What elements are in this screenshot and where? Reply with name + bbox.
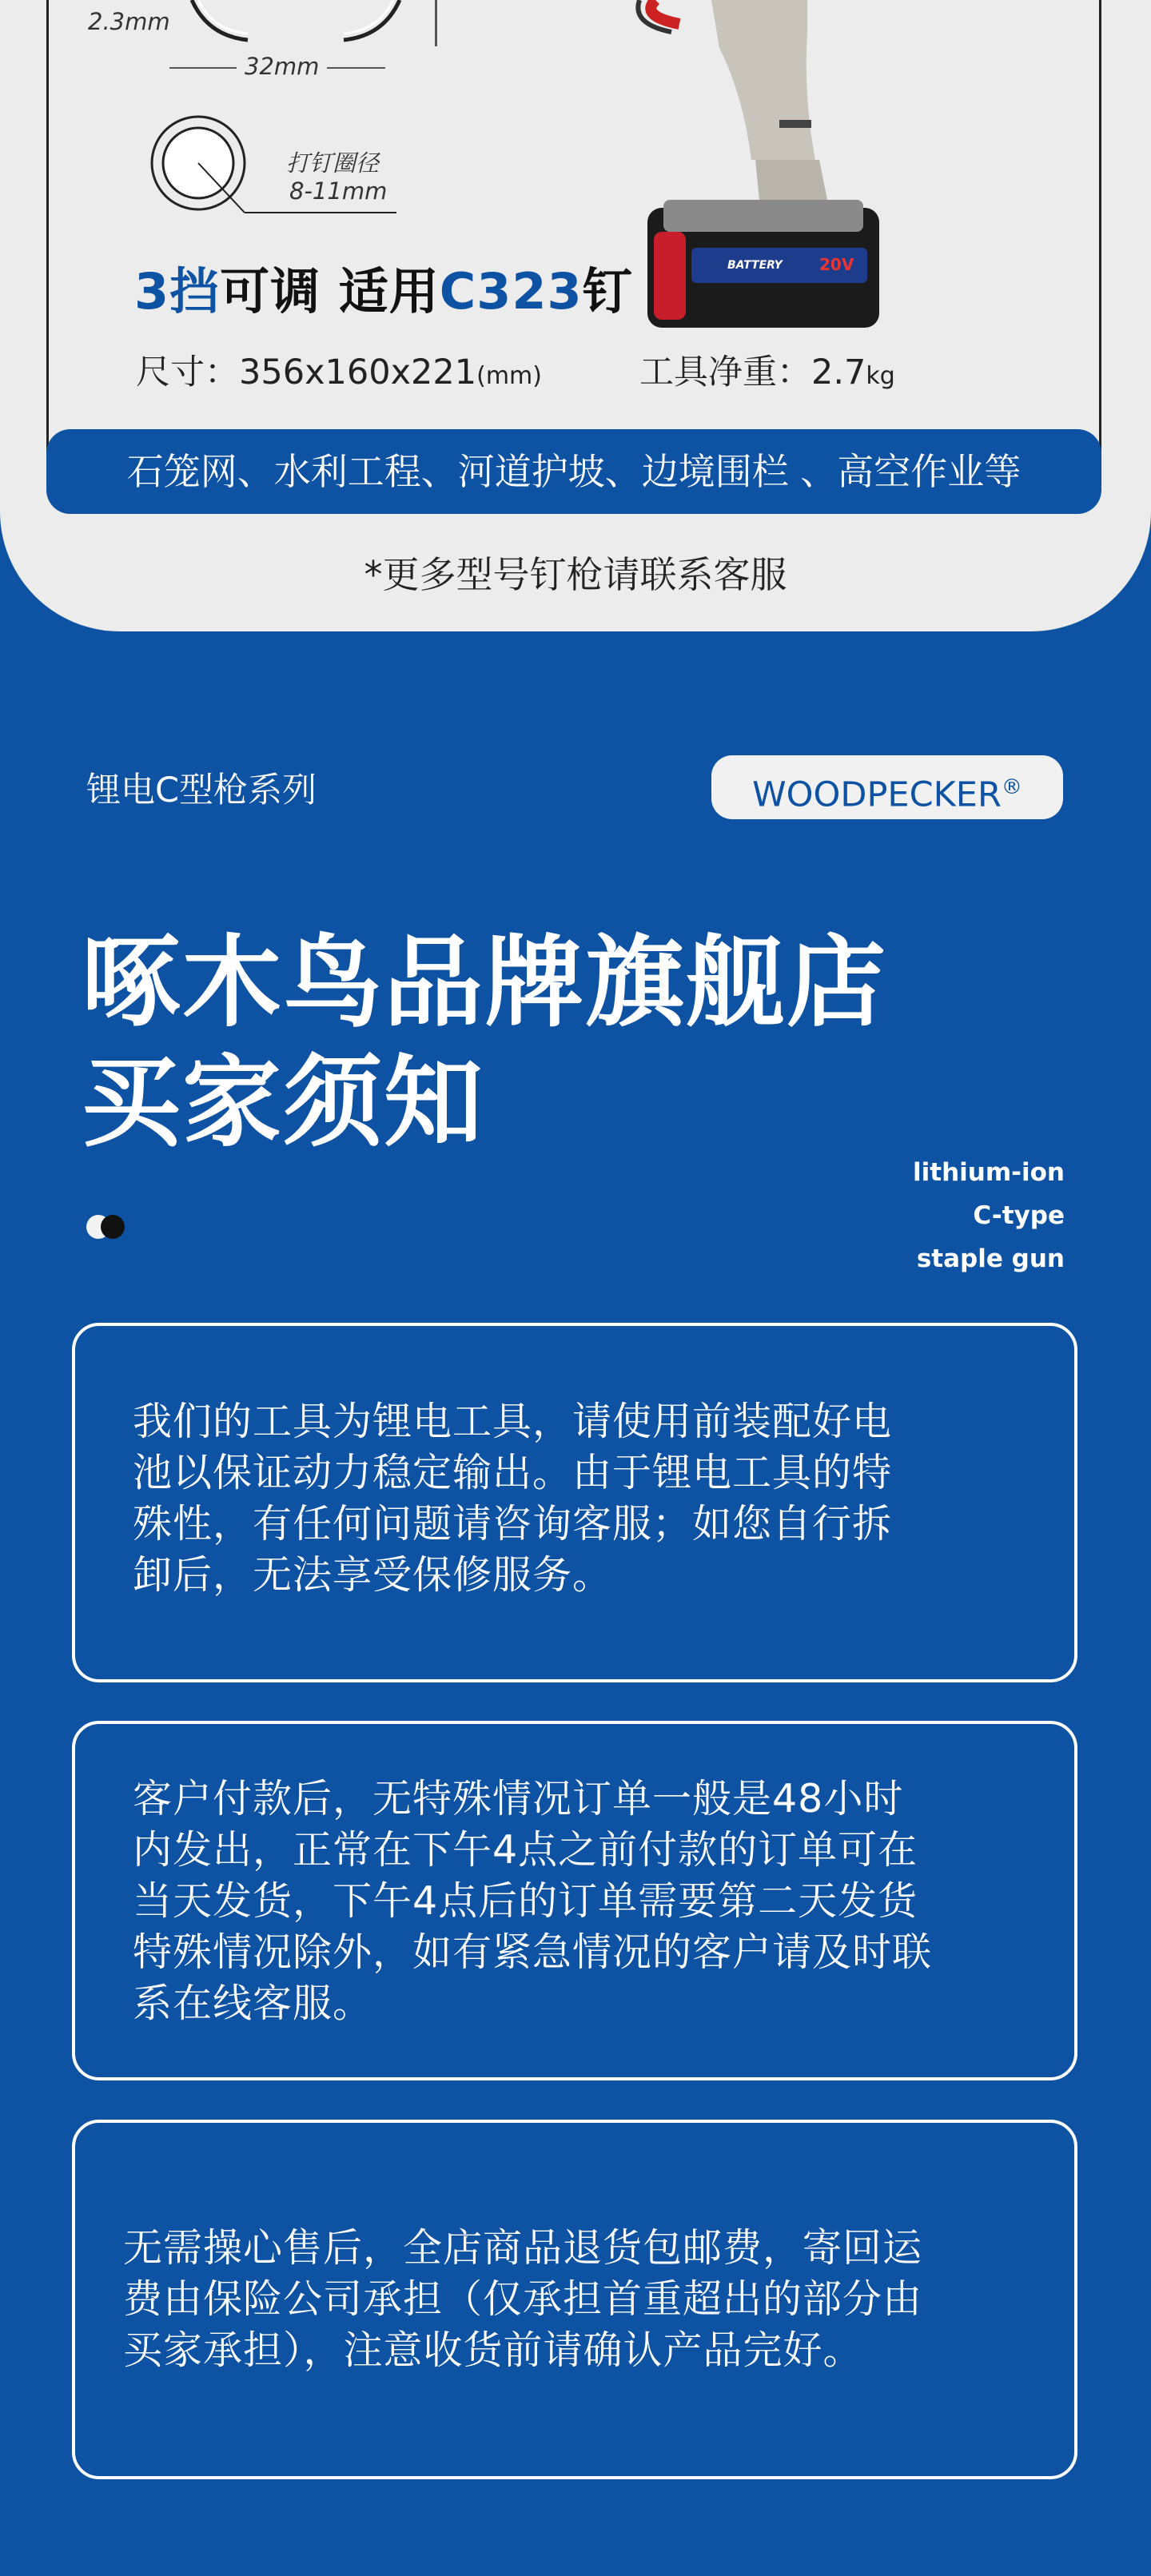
ring-range-label: 8-11mm — [289, 177, 388, 205]
height-dim-line — [435, 0, 437, 46]
staple-gun-image — [607, 0, 943, 336]
wire-diameter-label: 2.3mm — [88, 8, 170, 35]
notice-line: 客户付款后，无特殊情况订单一般是48小时 — [133, 1776, 904, 1822]
title-line-1: 啄木鸟品牌旗舰店 — [82, 926, 888, 1041]
battery-voltage: 20V — [819, 255, 854, 274]
tag-lithium: lithium-ion — [913, 1158, 1065, 1187]
gear-count: 3挡 — [134, 262, 221, 321]
nail-suffix: 钉 — [582, 262, 633, 321]
page-title — [82, 923, 887, 1163]
notice-line: 内发出，正常在下午4点之前付款的订单可在 — [133, 1827, 918, 1873]
gear-text: 可调 适用 — [220, 262, 440, 321]
gear-spec — [134, 252, 633, 323]
more-models-note: *更多型号钉枪请联系客服 — [364, 553, 787, 596]
brand-badge — [711, 755, 1063, 819]
tag-staple: staple gun — [916, 1244, 1065, 1273]
ring-label: 打钉圈径 — [286, 149, 380, 177]
decorative-dots — [86, 1215, 134, 1240]
size-unit: (mm) — [476, 362, 542, 390]
clip-width-label: 32mm — [237, 53, 327, 80]
notice-line: 无需操心售后，全店商品退货包邮费，寄回运 — [123, 2225, 923, 2271]
tag-ctype: C-type — [973, 1201, 1065, 1230]
notice-box-battery — [72, 1323, 1077, 1682]
notice-line: 池以保证动力稳定输出。由于锂电工具的特 — [133, 1450, 893, 1495]
size-value: 尺寸：356x160x221 — [136, 352, 477, 392]
english-tagline — [913, 1151, 1065, 1280]
notice-line: 卸后，无法享受保修服务。 — [133, 1552, 613, 1598]
notice-line: 系在线客服。 — [133, 1981, 373, 2026]
weight-unit: kg — [866, 362, 895, 390]
notice-box-shipping — [72, 1721, 1077, 2080]
notice-line: 买家承担），注意收货前请确认产品完好。 — [123, 2327, 863, 2373]
brand-name: WOODPECKER — [752, 774, 1002, 815]
notice-line: 殊性，有任何问题请咨询客服；如您自行拆 — [133, 1501, 893, 1547]
notice-line: 费由保险公司承担（仅承担首重超出的部分由 — [123, 2276, 923, 2322]
registered-mark: ® — [1001, 775, 1022, 799]
notice-line: 当天发货，下午4点后的订单需要第二天发货 — [133, 1878, 918, 1924]
battery-label: BATTERY — [727, 259, 783, 272]
weight-value: 工具净重：2.7 — [639, 352, 866, 392]
applications-bar: 石笼网、水利工程、河道护坡、边境围栏 、高空作业等 — [46, 429, 1101, 514]
nail-model: C323 — [439, 262, 583, 321]
notice-line: 我们的工具为锂电工具，请使用前装配好电 — [133, 1399, 893, 1444]
weight-spec — [639, 345, 895, 394]
series-label: 锂电C型枪系列 — [86, 770, 317, 810]
dot-dark — [101, 1215, 125, 1239]
title-line-2: 买家须知 — [82, 1045, 485, 1161]
notice-box-returns — [72, 2120, 1077, 2479]
size-spec — [136, 345, 542, 394]
notice-line: 特殊情况除外，如有紧急情况的客户请及时联 — [133, 1929, 933, 1975]
